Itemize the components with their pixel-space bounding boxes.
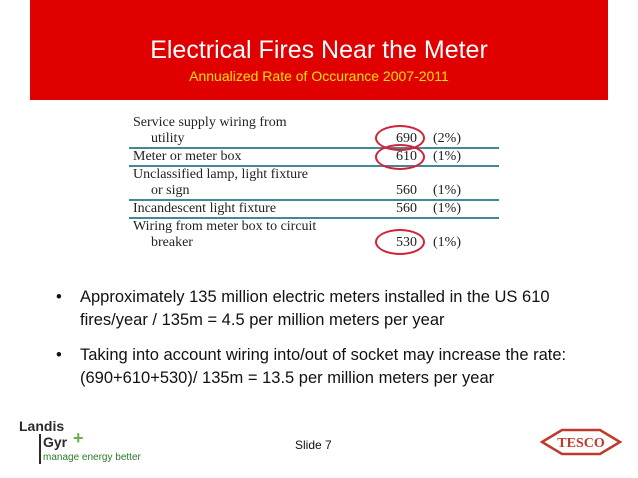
slide-title: Electrical Fires Near the Meter xyxy=(150,36,488,64)
table-row xyxy=(129,167,499,201)
row-label-continued: or sign xyxy=(151,183,190,198)
row-count: 530 xyxy=(396,235,417,250)
row-label-continued: breaker xyxy=(151,235,193,250)
table-row xyxy=(129,115,499,149)
tesco-logo-text: TESCO xyxy=(557,436,605,451)
row-count: 690 xyxy=(396,131,417,146)
row-percent: (1%) xyxy=(433,201,461,216)
title-banner xyxy=(30,0,608,100)
table-row xyxy=(129,149,499,167)
slide-subtitle: Annualized Rate of Occurance 2007-2011 xyxy=(189,68,449,84)
bullet-item xyxy=(56,344,596,390)
row-count: 610 xyxy=(396,149,417,164)
row-label: Incandescent light fixture xyxy=(133,201,277,216)
bullet-marker: • xyxy=(56,346,62,364)
row-percent: (1%) xyxy=(433,149,461,164)
bullet-marker: • xyxy=(56,288,62,306)
tesco-logo xyxy=(540,424,622,460)
bullet-text: Taking into account wiring into/out of socket may increase the rate: (690+610+530)/ 135m = 13.5 per million meters per year xyxy=(80,346,567,387)
fire-statistics-table xyxy=(129,115,499,251)
bullet-list xyxy=(56,286,596,402)
row-percent: (1%) xyxy=(433,183,461,198)
table-row xyxy=(129,201,499,219)
table-row xyxy=(129,219,499,251)
row-label: Wiring from meter box to circuit xyxy=(133,219,317,234)
logo-plus-icon: + xyxy=(73,428,84,448)
logo-bar xyxy=(39,434,41,464)
logo-text-landis: Landis xyxy=(19,418,65,434)
slide-number: Slide 7 xyxy=(295,438,332,452)
row-percent: (1%) xyxy=(433,235,461,250)
logo-tagline: manage energy better xyxy=(43,452,141,463)
logo-text-gyr: Gyr xyxy=(43,434,68,450)
highlight-circle xyxy=(375,229,425,255)
row-percent: (2%) xyxy=(433,131,461,146)
landis-gyr-logo xyxy=(15,418,145,464)
row-label-continued: utility xyxy=(151,131,185,146)
bullet-item xyxy=(56,286,596,332)
row-label: Service supply wiring from xyxy=(133,115,287,130)
row-label: Unclassified lamp, light fixture xyxy=(133,167,308,182)
bullet-text: Approximately 135 million electric meters installed in the US 610 fires/year / 135m = 4.5 per million meters per year xyxy=(80,288,550,329)
row-label: Meter or meter box xyxy=(133,149,242,164)
row-count: 560 xyxy=(396,201,417,216)
row-count: 560 xyxy=(396,183,417,198)
